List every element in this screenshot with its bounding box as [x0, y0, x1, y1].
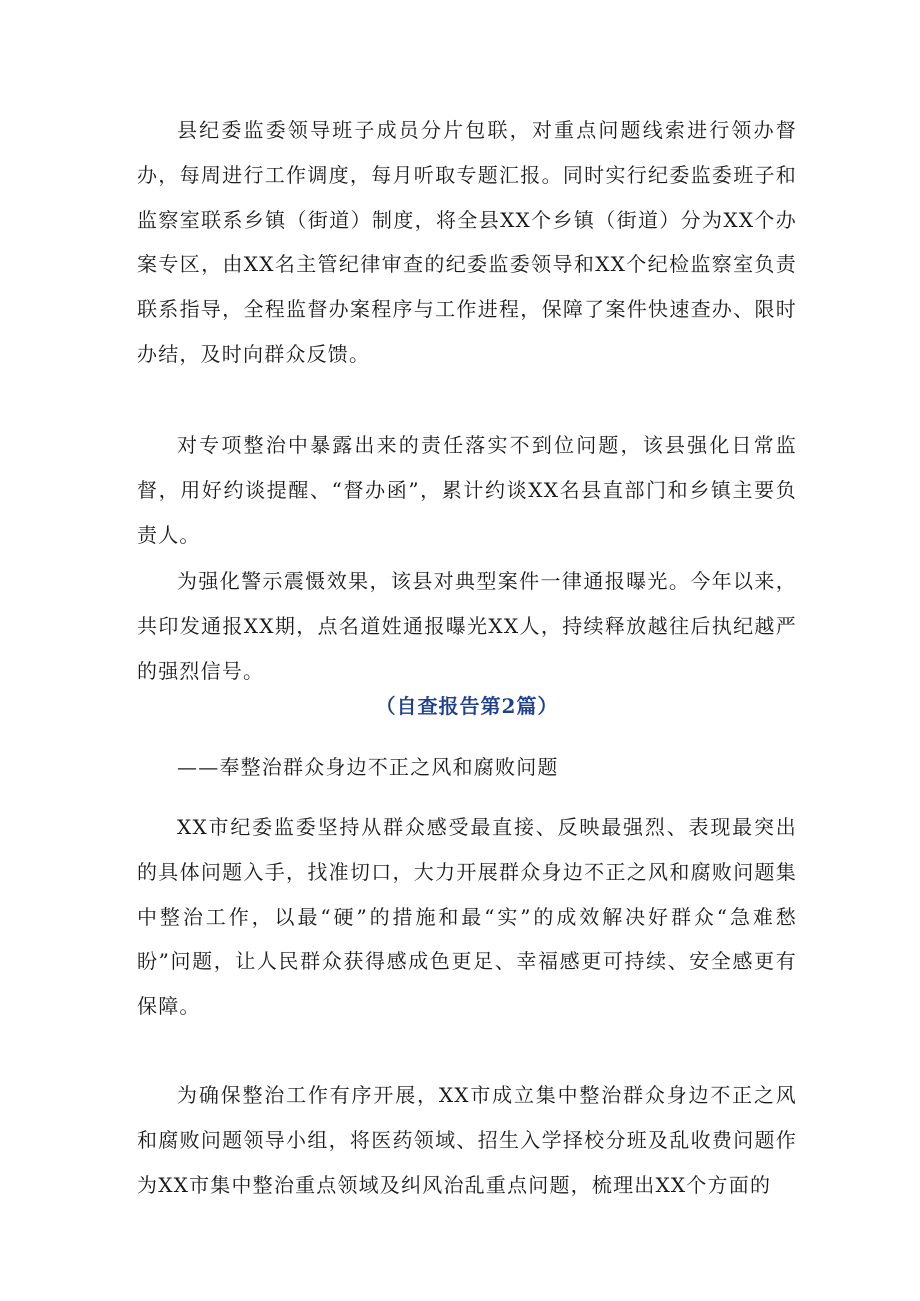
section-heading: （自查报告第2篇） [375, 694, 559, 718]
section-paragraph-1: XX市纪委监委坚持从群众感受最直接、反映最强烈、表现最突出的具体问题入手，找准切口，大力开展群众身边不正之风和腐败问题集中整治工作，以最“硬”的措施和最“实”的成效解决好群众“急难愁盼”问题，让人民群众获得感成色更足、幸福感更可持续、安全感更有保障。 [137, 815, 797, 1019]
paragraph-2: 对专项整治中暴露出来的责任落实不到位问题，该县强化日常监督，用好约谈提醒、“督办函”，累计约谈XX名县直部门和乡镇主要负责人。 [137, 433, 797, 547]
section-subtitle: ——奉整治群众身边不正之风和腐败问题 [177, 755, 559, 779]
paragraph-1: 县纪委监委领导班子成员分片包联，对重点问题线索进行领办督办，每周进行工作调度，每月听取专题汇报。同时实行纪委监委班子和监察室联系乡镇（街道）制度，将全县XX个乡镇（街道）分为XX个办案专区，由XX名主管纪律审查的纪委监委领导和XX个纪检监察室负责联系指导，全程监督办案程序与工作进程，保障了案件快速查办、限时办结，及时向群众反馈。 [137, 118, 797, 366]
section-paragraph-2: 为确保整治工作有序开展，XX市成立集中整治群众身边不正之风和腐败问题领导小组，将医药领域、招生入学择校分班及乱收费问题作为XX市集中整治重点领域及纠风治乱重点问题，梳理出XX个方面的 [137, 1083, 797, 1197]
paragraph-3: 为强化警示震慑效果，该县对典型案件一律通报曝光。今年以来，共印发通报XX期，点名道姓通报曝光XX人，持续释放越往后执纪越严的强烈信号。 [137, 569, 797, 683]
